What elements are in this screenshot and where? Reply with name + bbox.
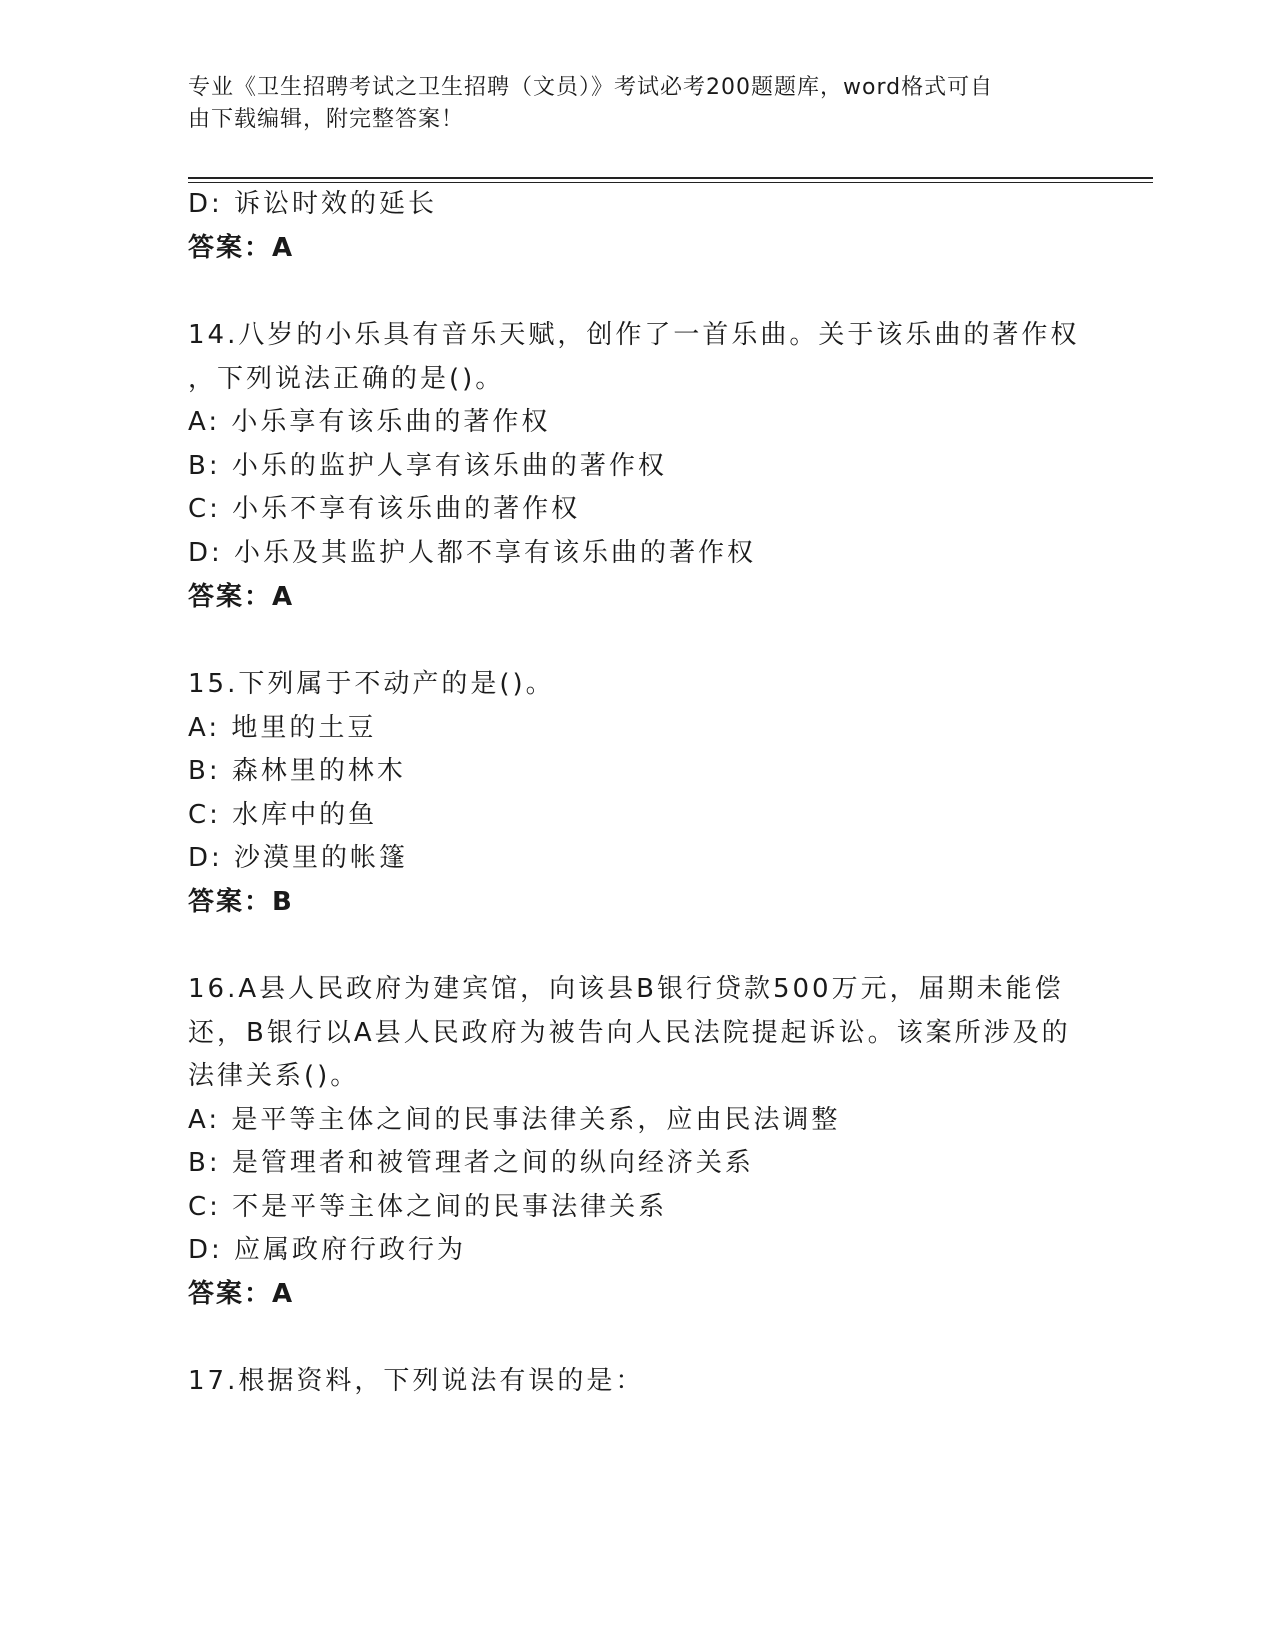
q15-option-b: B: 森林里的林木 — [188, 756, 406, 786]
q16-option-a: A: 是平等主体之间的民事法律关系，应由民法调整 — [188, 1105, 841, 1135]
q14-stem-line-1: 14.八岁的小乐具有音乐天赋，创作了一首乐曲。关于该乐曲的著作权 — [188, 320, 1080, 350]
q15-answer: 答案：B — [188, 887, 294, 917]
header-line-1: 专业《卫生招聘考试之卫生招聘（文员）》考试必考200题题库，word格式可自 — [188, 75, 994, 100]
q16-option-d: D: 应属政府行政行为 — [188, 1235, 467, 1265]
q16-stem-line-3: 法律关系()。 — [188, 1061, 360, 1091]
q16-stem-line-2: 还，B银行以A县人民政府为被告向人民法院提起诉讼。该案所涉及的 — [188, 1018, 1071, 1048]
q15-stem-line-1: 15.下列属于不动产的是()。 — [188, 669, 555, 699]
prev-option-d: D: 诉讼时效的延长 — [188, 189, 438, 219]
q14-option-b: B: 小乐的监护人享有该乐曲的著作权 — [188, 451, 667, 481]
q14-answer: 答案：A — [188, 582, 295, 612]
q14-option-a: A: 小乐享有该乐曲的著作权 — [188, 407, 551, 437]
q14-stem-line-2: ，下列说法正确的是()。 — [188, 364, 505, 394]
q16-answer: 答案：A — [188, 1279, 295, 1309]
header-rule-thin — [188, 182, 1153, 183]
q15-option-a: A: 地里的土豆 — [188, 713, 377, 743]
header-line-2: 由下载编辑，附完整答案！ — [188, 107, 465, 132]
document-header — [188, 72, 1068, 136]
q16-stem-line-1: 16.A县人民政府为建宾馆，向该县B银行贷款500万元，届期未能偿 — [188, 974, 1064, 1004]
q17-stem-line-1: 17.根据资料，下列说法有误的是： — [188, 1366, 645, 1396]
prev-answer: 答案：A — [188, 233, 295, 263]
q14-option-c: C: 小乐不享有该乐曲的著作权 — [188, 494, 581, 524]
q15-option-d: D: 沙漠里的帐篷 — [188, 843, 409, 873]
q16-option-b: B: 是管理者和被管理者之间的纵向经济关系 — [188, 1148, 754, 1178]
q15-option-c: C: 水库中的鱼 — [188, 800, 378, 830]
q16-option-c: C: 不是平等主体之间的民事法律关系 — [188, 1192, 668, 1222]
q14-option-d: D: 小乐及其监护人都不享有该乐曲的著作权 — [188, 538, 757, 568]
header-rule-thick — [188, 177, 1153, 179]
